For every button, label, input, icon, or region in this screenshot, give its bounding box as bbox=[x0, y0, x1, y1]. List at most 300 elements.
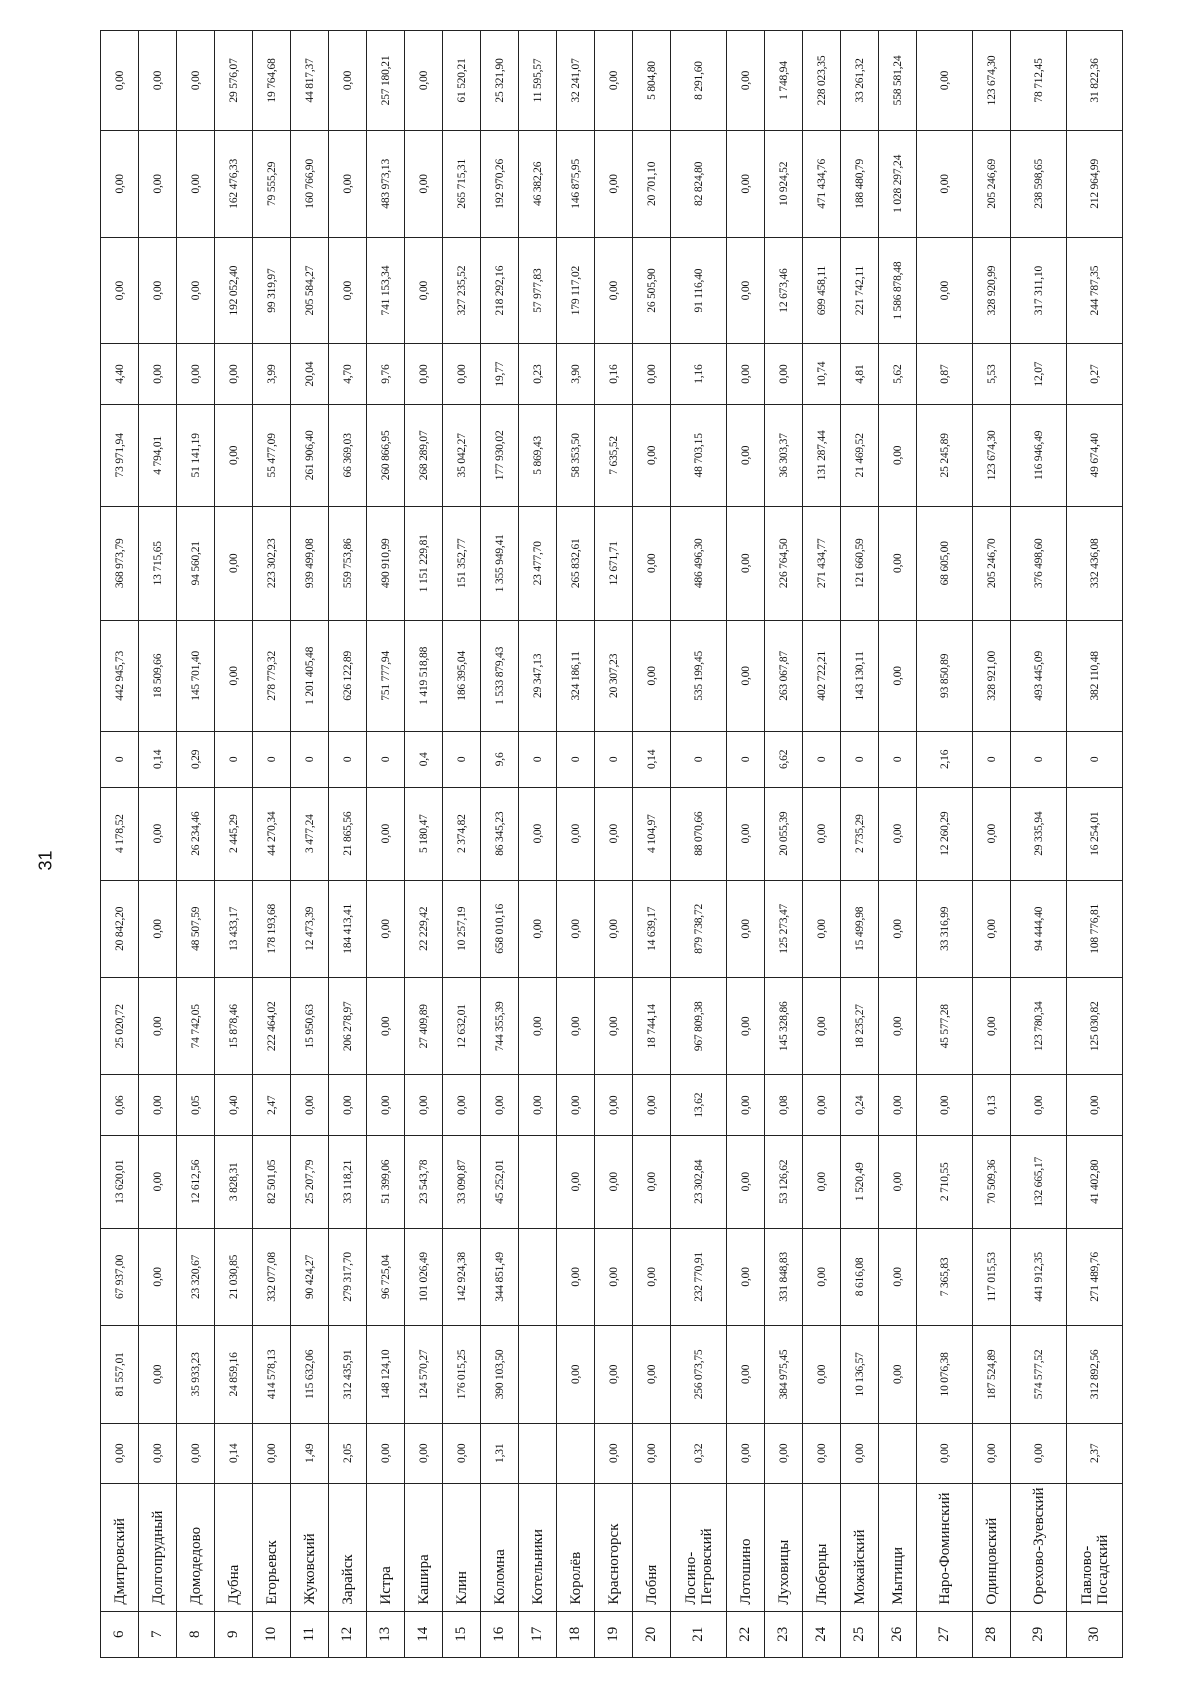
row-number: 13 bbox=[367, 1611, 405, 1657]
table-cell: 146 875,95 bbox=[557, 130, 595, 237]
table-body bbox=[101, 31, 1123, 1658]
table-cell: 32 241,07 bbox=[557, 31, 595, 131]
table-cell: 232 770,91 bbox=[671, 1228, 727, 1325]
table-cell: 0,00 bbox=[519, 787, 557, 880]
table-cell: 14 639,17 bbox=[633, 880, 671, 977]
table-cell: 0,00 bbox=[727, 1423, 765, 1483]
table-cell: 188 480,79 bbox=[841, 130, 879, 237]
table-cell: 0 bbox=[973, 732, 1011, 788]
table-cell: 91 116,40 bbox=[671, 237, 727, 344]
table-cell: 751 777,94 bbox=[367, 620, 405, 731]
table-cell: 0,00 bbox=[101, 1423, 139, 1483]
table-cell: 0,16 bbox=[595, 344, 633, 404]
table-row bbox=[253, 31, 291, 1658]
row-number: 15 bbox=[443, 1611, 481, 1657]
table-cell: 0,27 bbox=[1067, 344, 1123, 404]
table-cell: 328 920,99 bbox=[973, 237, 1011, 344]
table-cell: 19 764,68 bbox=[253, 31, 291, 131]
table-cell: 0,00 bbox=[557, 1135, 595, 1228]
table-cell: 0,00 bbox=[101, 31, 139, 131]
table-cell: 0,00 bbox=[519, 1075, 557, 1135]
table-cell: 0,00 bbox=[727, 237, 765, 344]
table-cell: 0 bbox=[841, 732, 879, 788]
table-cell: 0,00 bbox=[405, 344, 443, 404]
table-cell: 382 110,48 bbox=[1067, 620, 1123, 731]
table-cell: 184 413,41 bbox=[329, 880, 367, 977]
table-cell: 125 273,47 bbox=[765, 880, 803, 977]
table-cell: 344 851,49 bbox=[481, 1228, 519, 1325]
table-cell: 10 076,38 bbox=[917, 1326, 973, 1423]
table-cell: 4,81 bbox=[841, 344, 879, 404]
table-row bbox=[481, 31, 519, 1658]
table-cell: 46 382,26 bbox=[519, 130, 557, 237]
municipality-name: Егорьевск bbox=[253, 1483, 291, 1611]
table-cell: 312 435,91 bbox=[329, 1326, 367, 1423]
table-cell: 79 555,29 bbox=[253, 130, 291, 237]
table-cell: 25 207,79 bbox=[291, 1135, 329, 1228]
table-cell: 483 973,13 bbox=[367, 130, 405, 237]
municipality-name: Луховицы bbox=[765, 1483, 803, 1611]
page-number: 31 bbox=[35, 850, 56, 871]
table-cell bbox=[557, 1423, 595, 1483]
table-cell: 1 520,49 bbox=[841, 1135, 879, 1228]
table-cell: 0,00 bbox=[367, 787, 405, 880]
table-cell: 205 246,69 bbox=[973, 130, 1011, 237]
municipality-name: Жуковский bbox=[291, 1483, 329, 1611]
table-cell: 0,00 bbox=[841, 1423, 879, 1483]
table-cell: 0,00 bbox=[139, 1423, 177, 1483]
table-cell: 0,00 bbox=[139, 1326, 177, 1423]
table-cell: 0,00 bbox=[139, 344, 177, 404]
table-cell: 12 473,39 bbox=[291, 880, 329, 977]
row-number: 6 bbox=[101, 1611, 139, 1657]
table-cell: 0,00 bbox=[329, 130, 367, 237]
table-cell: 1 748,94 bbox=[765, 31, 803, 131]
table-cell: 0,00 bbox=[177, 344, 215, 404]
table-cell: 0,00 bbox=[727, 880, 765, 977]
table-cell: 13 715,65 bbox=[139, 506, 177, 620]
table-row bbox=[917, 31, 973, 1658]
table-cell: 49 674,40 bbox=[1067, 404, 1123, 506]
table-cell: 16 254,01 bbox=[1067, 787, 1123, 880]
table-cell: 263 067,87 bbox=[765, 620, 803, 731]
table-cell: 143 130,11 bbox=[841, 620, 879, 731]
table-cell: 70 509,36 bbox=[973, 1135, 1011, 1228]
table-cell: 0,00 bbox=[917, 1423, 973, 1483]
table-cell: 0,00 bbox=[139, 1135, 177, 1228]
table-cell: 15 499,98 bbox=[841, 880, 879, 977]
table-cell: 68 605,00 bbox=[917, 506, 973, 620]
table-cell: 0,00 bbox=[973, 787, 1011, 880]
table-cell: 0,08 bbox=[765, 1075, 803, 1135]
table-cell: 0 bbox=[803, 732, 841, 788]
table-cell: 1,31 bbox=[481, 1423, 519, 1483]
table-cell: 10 924,52 bbox=[765, 130, 803, 237]
table-cell: 0,00 bbox=[177, 31, 215, 131]
row-number: 16 bbox=[481, 1611, 519, 1657]
table-cell: 0 bbox=[879, 732, 917, 788]
table-cell: 0,00 bbox=[633, 1135, 671, 1228]
table-cell: 2,16 bbox=[917, 732, 973, 788]
table-cell: 332 077,08 bbox=[253, 1228, 291, 1325]
table-cell: 29 335,94 bbox=[1011, 787, 1067, 880]
table-cell: 20 701,10 bbox=[633, 130, 671, 237]
table-cell: 0,00 bbox=[443, 344, 481, 404]
table-row bbox=[443, 31, 481, 1658]
table-cell: 177 930,02 bbox=[481, 404, 519, 506]
table-cell: 265 715,31 bbox=[443, 130, 481, 237]
table-cell: 82 824,80 bbox=[671, 130, 727, 237]
table-cell: 879 738,72 bbox=[671, 880, 727, 977]
table-cell: 317 311,10 bbox=[1011, 237, 1067, 344]
table-cell: 0 bbox=[367, 732, 405, 788]
table-cell: 0,00 bbox=[595, 31, 633, 131]
table-cell: 33 090,87 bbox=[443, 1135, 481, 1228]
table-cell: 125 030,82 bbox=[1067, 978, 1123, 1075]
municipality-name: Дмитровский bbox=[101, 1483, 139, 1611]
table-cell: 0,00 bbox=[519, 978, 557, 1075]
table-cell: 0,4 bbox=[405, 732, 443, 788]
table-cell: 1 533 879,43 bbox=[481, 620, 519, 731]
table-cell: 0,00 bbox=[633, 344, 671, 404]
table-cell: 3 477,24 bbox=[291, 787, 329, 880]
table-cell: 0,00 bbox=[139, 1075, 177, 1135]
table-cell: 0,00 bbox=[101, 237, 139, 344]
row-number: 27 bbox=[917, 1611, 973, 1657]
table-row bbox=[101, 31, 139, 1658]
table-cell: 741 153,34 bbox=[367, 237, 405, 344]
table-cell: 368 973,79 bbox=[101, 506, 139, 620]
table-cell: 414 578,13 bbox=[253, 1326, 291, 1423]
row-number: 22 bbox=[727, 1611, 765, 1657]
table-cell: 20 842,20 bbox=[101, 880, 139, 977]
table-cell: 0,00 bbox=[557, 1228, 595, 1325]
table-cell: 26 505,90 bbox=[633, 237, 671, 344]
table-cell: 145 701,40 bbox=[177, 620, 215, 731]
table-cell: 0,00 bbox=[405, 31, 443, 131]
table-cell bbox=[519, 1326, 557, 1423]
table-cell: 658 010,16 bbox=[481, 880, 519, 977]
table-cell: 312 892,56 bbox=[1067, 1326, 1123, 1423]
table-cell: 21 469,52 bbox=[841, 404, 879, 506]
table-cell: 15 950,63 bbox=[291, 978, 329, 1075]
table-cell: 0,00 bbox=[803, 1326, 841, 1423]
table-cell: 0 bbox=[1011, 732, 1067, 788]
table-cell: 176 015,25 bbox=[443, 1326, 481, 1423]
table-cell: 192 970,26 bbox=[481, 130, 519, 237]
table-cell: 123 674,30 bbox=[973, 404, 1011, 506]
table-cell: 99 319,97 bbox=[253, 237, 291, 344]
table-cell: 53 126,62 bbox=[765, 1135, 803, 1228]
municipality-name: Мытищи bbox=[879, 1483, 917, 1611]
table-cell: 0 bbox=[329, 732, 367, 788]
table-cell: 0,00 bbox=[917, 1075, 973, 1135]
municipality-name: Домодедово bbox=[177, 1483, 215, 1611]
table-cell: 160 766,90 bbox=[291, 130, 329, 237]
table-cell: 0,00 bbox=[879, 1326, 917, 1423]
row-number: 18 bbox=[557, 1611, 595, 1657]
table-cell: 471 434,76 bbox=[803, 130, 841, 237]
table-cell: 0,00 bbox=[177, 1423, 215, 1483]
row-number: 30 bbox=[1067, 1611, 1123, 1657]
municipality-name: Лотошино bbox=[727, 1483, 765, 1611]
table-cell: 328 921,00 bbox=[973, 620, 1011, 731]
table-cell: 0,00 bbox=[879, 1135, 917, 1228]
table-cell: 3 828,31 bbox=[215, 1135, 253, 1228]
table-cell: 939 499,08 bbox=[291, 506, 329, 620]
table-row bbox=[595, 31, 633, 1658]
table-cell: 10 257,19 bbox=[443, 880, 481, 977]
table-cell: 1 151 229,81 bbox=[405, 506, 443, 620]
table-cell: 559 753,86 bbox=[329, 506, 367, 620]
table-row bbox=[1067, 31, 1123, 1658]
table-cell: 0,00 bbox=[633, 506, 671, 620]
table-cell: 44 817,37 bbox=[291, 31, 329, 131]
table-cell: 9,76 bbox=[367, 344, 405, 404]
row-number: 14 bbox=[405, 1611, 443, 1657]
table-cell: 18 744,14 bbox=[633, 978, 671, 1075]
table-row bbox=[557, 31, 595, 1658]
table-cell: 0,00 bbox=[405, 1075, 443, 1135]
table-cell: 0,00 bbox=[215, 344, 253, 404]
table-cell: 12 673,46 bbox=[765, 237, 803, 344]
table-cell: 0,00 bbox=[215, 404, 253, 506]
table-cell: 11 595,57 bbox=[519, 31, 557, 131]
table-cell: 0,00 bbox=[1011, 1075, 1067, 1135]
table-cell: 116 946,49 bbox=[1011, 404, 1067, 506]
table-cell: 4,70 bbox=[329, 344, 367, 404]
table-cell: 223 302,23 bbox=[253, 506, 291, 620]
table-cell: 117 015,53 bbox=[973, 1228, 1011, 1325]
table-cell: 0,00 bbox=[253, 1423, 291, 1483]
table-cell: 0,00 bbox=[405, 130, 443, 237]
table-cell: 0,00 bbox=[973, 880, 1011, 977]
table-cell: 0,00 bbox=[291, 1075, 329, 1135]
table-cell: 0,00 bbox=[329, 31, 367, 131]
row-number: 26 bbox=[879, 1611, 917, 1657]
table-cell: 0,00 bbox=[633, 1075, 671, 1135]
table-cell: 0,00 bbox=[329, 237, 367, 344]
table-cell: 162 476,33 bbox=[215, 130, 253, 237]
municipality-name: Клин bbox=[443, 1483, 481, 1611]
table-row bbox=[1011, 31, 1067, 1658]
table-cell: 0 bbox=[557, 732, 595, 788]
table-cell: 0 bbox=[671, 732, 727, 788]
table-cell: 218 292,16 bbox=[481, 237, 519, 344]
table-cell: 0,00 bbox=[727, 787, 765, 880]
table-cell: 257 180,21 bbox=[367, 31, 405, 131]
table-cell: 82 501,05 bbox=[253, 1135, 291, 1228]
table-cell: 8 616,08 bbox=[841, 1228, 879, 1325]
table-cell: 90 424,27 bbox=[291, 1228, 329, 1325]
table-cell: 74 742,05 bbox=[177, 978, 215, 1075]
table-cell: 124 570,27 bbox=[405, 1326, 443, 1423]
table-cell: 2 735,29 bbox=[841, 787, 879, 880]
table-cell: 221 742,11 bbox=[841, 237, 879, 344]
table-cell: 0,00 bbox=[405, 1423, 443, 1483]
table-cell: 558 581,24 bbox=[879, 31, 917, 131]
table-cell: 744 355,39 bbox=[481, 978, 519, 1075]
table-cell: 20 307,23 bbox=[595, 620, 633, 731]
table-cell: 4,40 bbox=[101, 344, 139, 404]
table-cell: 67 937,00 bbox=[101, 1228, 139, 1325]
table-cell: 25 245,89 bbox=[917, 404, 973, 506]
table-cell: 256 073,75 bbox=[671, 1326, 727, 1423]
table-cell: 0,00 bbox=[803, 787, 841, 880]
table-cell: 402 722,21 bbox=[803, 620, 841, 731]
table-cell: 0,00 bbox=[1067, 1075, 1123, 1135]
table-cell: 18 509,66 bbox=[139, 620, 177, 731]
table-cell: 0,00 bbox=[765, 1423, 803, 1483]
table-cell: 0,00 bbox=[595, 978, 633, 1075]
table-cell: 4 794,01 bbox=[139, 404, 177, 506]
table-cell: 0,00 bbox=[481, 1075, 519, 1135]
table-row bbox=[879, 31, 917, 1658]
municipality-name: Королёв bbox=[557, 1483, 595, 1611]
table-cell: 27 409,89 bbox=[405, 978, 443, 1075]
table-cell: 0,00 bbox=[595, 1135, 633, 1228]
table-cell: 12 632,01 bbox=[443, 978, 481, 1075]
table-cell: 493 445,09 bbox=[1011, 620, 1067, 731]
table-cell: 3,90 bbox=[557, 344, 595, 404]
table-cell: 0 bbox=[519, 732, 557, 788]
table-cell: 205 246,70 bbox=[973, 506, 1011, 620]
table-cell: 0,00 bbox=[405, 237, 443, 344]
table-row bbox=[367, 31, 405, 1658]
municipality-name: Коломна bbox=[481, 1483, 519, 1611]
table-row bbox=[405, 31, 443, 1658]
table-cell: 0,00 bbox=[633, 1326, 671, 1423]
table-cell: 206 278,97 bbox=[329, 978, 367, 1075]
table-cell: 10 136,57 bbox=[841, 1326, 879, 1423]
table-cell: 205 584,27 bbox=[291, 237, 329, 344]
table-cell: 279 317,70 bbox=[329, 1228, 367, 1325]
table-row bbox=[633, 31, 671, 1658]
table-cell: 0,00 bbox=[329, 1075, 367, 1135]
table-cell: 81 557,01 bbox=[101, 1326, 139, 1423]
table-cell: 332 436,08 bbox=[1067, 506, 1123, 620]
table-cell: 0,00 bbox=[803, 1135, 841, 1228]
table-cell: 0,32 bbox=[671, 1423, 727, 1483]
table-cell: 0,00 bbox=[367, 880, 405, 977]
table-row bbox=[215, 31, 253, 1658]
table-cell: 265 832,61 bbox=[557, 506, 595, 620]
table-cell: 0,00 bbox=[595, 237, 633, 344]
table-cell: 151 352,77 bbox=[443, 506, 481, 620]
table-cell: 6,62 bbox=[765, 732, 803, 788]
table-cell: 0,00 bbox=[727, 404, 765, 506]
table-cell: 7 365,83 bbox=[917, 1228, 973, 1325]
table-cell: 0,00 bbox=[727, 978, 765, 1075]
table-cell: 0 bbox=[101, 732, 139, 788]
table-cell: 0,00 bbox=[557, 1075, 595, 1135]
table-cell: 51 399,06 bbox=[367, 1135, 405, 1228]
table-cell: 93 850,89 bbox=[917, 620, 973, 731]
table-cell: 486 496,30 bbox=[671, 506, 727, 620]
table-cell: 21 865,56 bbox=[329, 787, 367, 880]
table-cell: 145 328,86 bbox=[765, 978, 803, 1075]
table-cell bbox=[519, 1423, 557, 1483]
table-row bbox=[765, 31, 803, 1658]
table-cell: 4 178,52 bbox=[101, 787, 139, 880]
table-cell: 384 975,45 bbox=[765, 1326, 803, 1423]
table-cell: 0,00 bbox=[443, 1423, 481, 1483]
table-cell: 0,00 bbox=[595, 1075, 633, 1135]
table-cell: 0,00 bbox=[803, 1228, 841, 1325]
table-cell: 41 402,80 bbox=[1067, 1135, 1123, 1228]
table-cell: 0,23 bbox=[519, 344, 557, 404]
table-row bbox=[177, 31, 215, 1658]
table-cell: 9,6 bbox=[481, 732, 519, 788]
table-cell: 29 576,07 bbox=[215, 31, 253, 131]
municipality-name: Одинцовский bbox=[973, 1483, 1011, 1611]
table-cell: 33 118,21 bbox=[329, 1135, 367, 1228]
table-row bbox=[519, 31, 557, 1658]
table-cell: 8 291,60 bbox=[671, 31, 727, 131]
table-cell: 228 023,35 bbox=[803, 31, 841, 131]
table-cell: 2,37 bbox=[1067, 1423, 1123, 1483]
table-cell: 142 924,38 bbox=[443, 1228, 481, 1325]
row-number: 10 bbox=[253, 1611, 291, 1657]
table-cell: 13 433,17 bbox=[215, 880, 253, 977]
table-cell bbox=[879, 1423, 917, 1483]
table-cell: 0,05 bbox=[177, 1075, 215, 1135]
municipality-name: Котельники bbox=[519, 1483, 557, 1611]
table-cell: 101 026,49 bbox=[405, 1228, 443, 1325]
table-cell: 0,00 bbox=[557, 880, 595, 977]
table-row bbox=[671, 31, 727, 1658]
table-cell: 0,00 bbox=[139, 787, 177, 880]
table-cell: 57 977,83 bbox=[519, 237, 557, 344]
table-cell: 0,00 bbox=[727, 31, 765, 131]
table-cell: 0,00 bbox=[879, 404, 917, 506]
table-cell: 23 302,84 bbox=[671, 1135, 727, 1228]
table-cell: 0,00 bbox=[367, 1423, 405, 1483]
table-cell: 0,00 bbox=[727, 344, 765, 404]
table-cell: 13 620,01 bbox=[101, 1135, 139, 1228]
table-cell: 0,13 bbox=[973, 1075, 1011, 1135]
table-cell: 244 787,35 bbox=[1067, 237, 1123, 344]
table-cell: 0,06 bbox=[101, 1075, 139, 1135]
table-cell: 0,00 bbox=[727, 1135, 765, 1228]
table-cell: 58 353,50 bbox=[557, 404, 595, 506]
municipality-name: Истра bbox=[367, 1483, 405, 1611]
table-cell: 55 477,09 bbox=[253, 404, 291, 506]
table-cell: 0,00 bbox=[633, 404, 671, 506]
table-cell: 0,00 bbox=[1011, 1423, 1067, 1483]
table-cell: 442 945,73 bbox=[101, 620, 139, 731]
table-cell: 0 bbox=[1067, 732, 1123, 788]
row-number: 21 bbox=[671, 1611, 727, 1657]
table-cell: 0,00 bbox=[215, 506, 253, 620]
table-cell: 187 524,89 bbox=[973, 1326, 1011, 1423]
table-cell: 0,29 bbox=[177, 732, 215, 788]
table-cell: 0,00 bbox=[139, 130, 177, 237]
table-cell: 2 710,55 bbox=[917, 1135, 973, 1228]
rotated-table-wrapper bbox=[100, 30, 1111, 1658]
table-cell: 5,62 bbox=[879, 344, 917, 404]
table-cell: 132 665,17 bbox=[1011, 1135, 1067, 1228]
table-cell: 5 804,80 bbox=[633, 31, 671, 131]
municipality-name: Павлово-Посадский bbox=[1067, 1483, 1123, 1611]
table-cell: 0,00 bbox=[803, 978, 841, 1075]
table-cell: 0,00 bbox=[879, 787, 917, 880]
table-cell: 0,00 bbox=[139, 1228, 177, 1325]
table-cell: 0,00 bbox=[917, 237, 973, 344]
table-cell: 1,16 bbox=[671, 344, 727, 404]
table-cell: 0,14 bbox=[215, 1423, 253, 1483]
table-row bbox=[841, 31, 879, 1658]
